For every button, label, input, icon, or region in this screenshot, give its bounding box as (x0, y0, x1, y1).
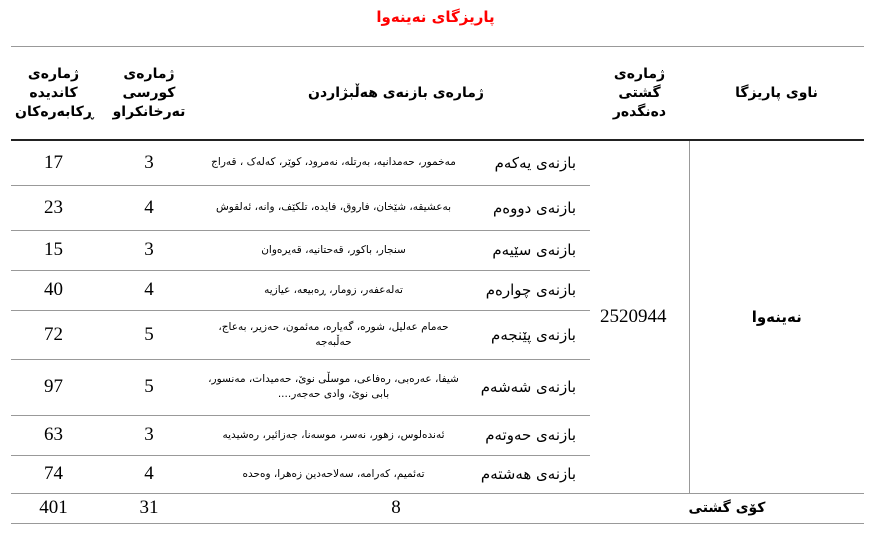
header-candidates: ژمارەی کاندیدە ڕکابەرەکان (11, 47, 96, 141)
page-title: پاریزگای نەینەوا (376, 8, 495, 26)
total-zones: 8 (202, 493, 590, 523)
seats-count: 5 (96, 359, 202, 415)
zone-cell (202, 415, 590, 455)
zone-areas: حەمام عەلیل، شورە، گەیارە، مەئمون، حەزیر، بەعاج، حەڵبەجە (218, 320, 449, 348)
zone-areas: بەعشیقە، شێخان، فاروق، فایدە، تلکێف، وانە، ئەلقوش (215, 201, 452, 213)
candidates-count: 15 (11, 230, 96, 270)
zone-areas: سنجار، باکور، قەحتانیە، قەیرەوان (261, 243, 406, 256)
table-row (11, 140, 864, 185)
zone-cell (202, 455, 590, 493)
zone-cell (202, 359, 590, 415)
zone-areas: ئەندەلوس، زهور، نەسر، موسەنا، جەزائیر، رەشیدیە (222, 428, 445, 441)
zone-cell (202, 185, 590, 230)
candidates-count: 17 (11, 140, 96, 185)
seats-count: 4 (96, 270, 202, 310)
header-governorate: ناوی پاریزگا (689, 47, 864, 141)
zone-areas: مەخمور، حەمدانیە، بەرتلە، نەمرود، کوێر، کەلەک ، قەراج (211, 156, 456, 169)
zone-cell (202, 270, 590, 310)
seats-count: 3 (96, 230, 202, 270)
seats-count: 3 (96, 140, 202, 185)
zone-areas: تەئمیم، کەرامە، سەلاحەدین زەهرا، وەحدە (242, 467, 425, 480)
zone-areas: تەلەعفەر، زومار، ڕەبیعە، عیازیە (264, 283, 403, 296)
total-label: کۆی گشتی (590, 493, 864, 523)
governorate-name: نەینەوا (689, 140, 864, 493)
zone-name: بازنەی سێیەم (492, 241, 576, 259)
zone-name: بازنەی پێنجەم (491, 325, 576, 344)
zone-name: بازنەی هەشتەم (480, 465, 576, 483)
zone-cell (202, 140, 590, 185)
candidates-count: 63 (11, 415, 96, 455)
header-seats: ژمارەی کورسی تەرخانکراو (96, 47, 202, 141)
seats-count: 3 (96, 415, 202, 455)
candidates-count: 97 (11, 359, 96, 415)
total-voters: 2520944 (590, 140, 689, 493)
zone-name: بازنەی حەوتەم (485, 426, 576, 444)
zone-name: بازنەی چوارەم (485, 281, 576, 299)
header-zones: ژمارەی بازنەی هەڵبژاردن (202, 47, 590, 141)
total-row (11, 493, 864, 523)
zone-cell (202, 230, 590, 270)
header-row (11, 47, 864, 141)
candidates-count: 40 (11, 270, 96, 310)
candidates-count: 74 (11, 455, 96, 493)
header-voters: ژمارەی گشتی دەنگدەر (590, 47, 689, 141)
candidates-count: 23 (11, 185, 96, 230)
total-seats: 31 (96, 493, 202, 523)
seats-count: 5 (96, 310, 202, 359)
election-table (11, 46, 864, 524)
zone-name: بازنەی شەشەم (480, 378, 576, 396)
candidates-count: 72 (11, 310, 96, 359)
total-candidates: 401 (11, 493, 96, 523)
seats-count: 4 (96, 455, 202, 493)
zone-areas: شیفا، عەرەبی، رەفاعی، موسڵی نوێ، حەمیدات، مەنسور، بابی نوێ، وادی حەجەر.... (208, 373, 459, 400)
zone-cell (202, 310, 590, 359)
zone-name: بازنەی یەکەم (494, 153, 576, 172)
seats-count: 4 (96, 185, 202, 230)
zone-name: بازنەی دووەم (492, 198, 576, 217)
